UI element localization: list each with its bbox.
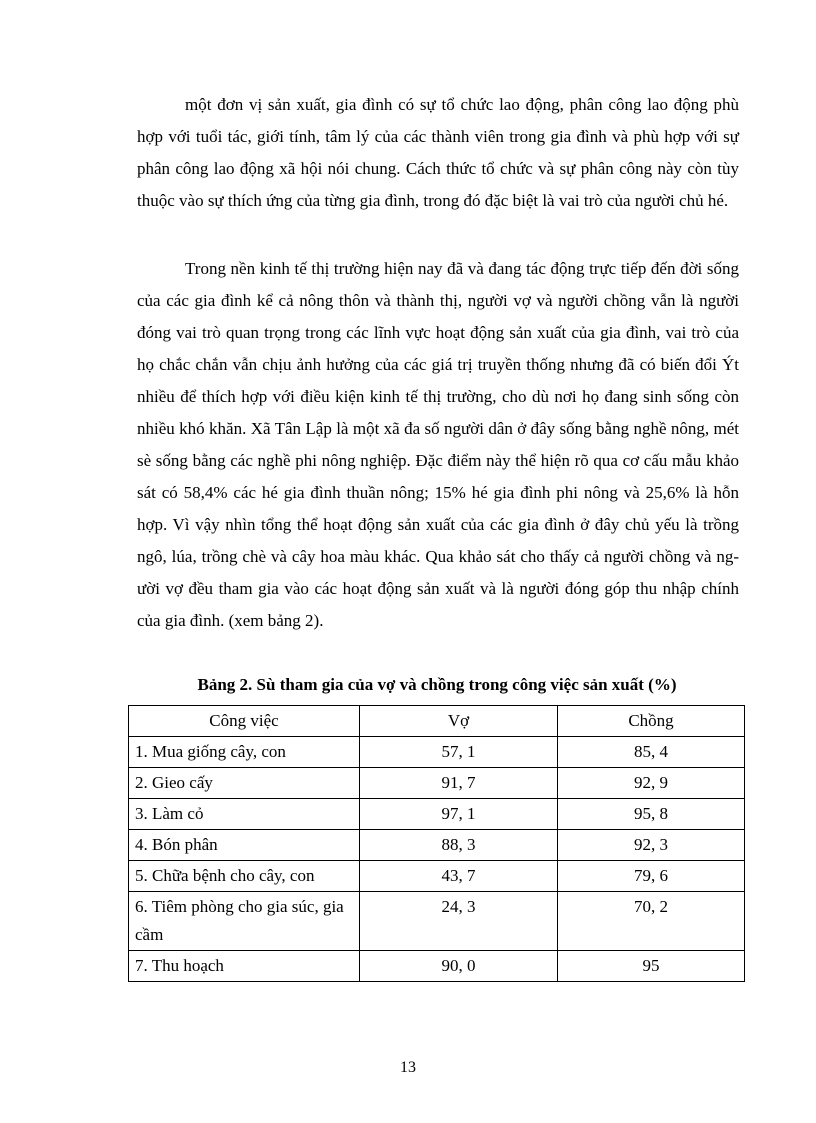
table-row	[129, 892, 745, 951]
wife-cell: 24, 3	[360, 892, 558, 951]
task-cell: 1. Mua giống cây, con	[129, 737, 360, 768]
wife-cell: 88, 3	[360, 830, 558, 861]
husband-cell: 92, 9	[558, 768, 745, 799]
table-caption: Bảng 2. Sù tham gia của vợ và chồng trong công việc sản xuất (%)	[197, 675, 677, 694]
task-cell: 4. Bón phân	[129, 830, 360, 861]
husband-cell: 95, 8	[558, 799, 745, 830]
task-cell: 2. Gieo cấy	[129, 768, 360, 799]
table-row	[129, 951, 745, 982]
table-row	[129, 737, 745, 768]
paragraph-1: một đơn vị sản xuất, gia đình có sự tổ chức lao động, phân công lao động phù hợp với tuổi tác, giới tính, tâm lý của các thành viên trong gia đình và phù hợp với sự phân công lao động xã hội nói chung. Cách thức tổ chức và sự phân công này còn tùy thuộc vào sự thích ứng của từng gia đình, trong đó đặc biệt là vai trò của người chủ hé.	[137, 95, 739, 210]
wife-cell: 91, 7	[360, 768, 558, 799]
wife-cell: 57, 1	[360, 737, 558, 768]
table-row	[129, 830, 745, 861]
task-cell: 6. Tiêm phòng cho gia súc, gia cầm	[129, 892, 360, 951]
husband-cell: 95	[558, 951, 745, 982]
wife-cell: 43, 7	[360, 861, 558, 892]
table-row	[129, 861, 745, 892]
task-cell: 7. Thu hoạch	[129, 951, 360, 982]
task-cell: 5. Chữa bệnh cho cây, con	[129, 861, 360, 892]
task-cell: 3. Làm cỏ	[129, 799, 360, 830]
column-header-task: Công việc	[129, 706, 360, 737]
paragraph-2: Trong nền kinh tế thị trường hiện nay đã và đang tác động trực tiếp đến đời sống của các gia đình kể cả nông thôn và thành thị, người vợ và người chồng vẫn là người đóng vai trò quan trọng trong các lĩnh vực hoạt động sản xuất của gia đình, vai trò của họ chắc chắn vẫn chịu ảnh hưởng của các giá trị truyền thống nhưng đã có biến đổi Ýt nhiều để thích hợp với điều kiện kinh tế thị trường, cho dù nơi họ đang sinh sống còn nhiều khó khăn. Xã Tân Lập là một xã đa số người dân ở đây sống bằng nghề nông, mét sè sống bằng các nghề phi nông nghiệp. Đặc điểm này thể hiện rõ qua cơ cấu mẫu khảo sát có 58,4% các hé gia đình thuần nông; 15% hé gia đình phi nông và 25,6% là hỗn hợp. Vì vậy nhìn tổng thể hoạt động sản xuất của các gia đình ở đây chủ yếu là trồng ngô, lúa, trồng chè và cây hoa màu khác. Qua khảo sát cho thấy cả người chồng và người vợ đều tham gia vào các hoạt động sản xuất và là người đóng góp thu nhập chính của gia đình. (xem bảng 2).	[137, 259, 739, 630]
table-row	[129, 799, 745, 830]
table-header-row	[129, 706, 745, 737]
participation-table	[128, 705, 745, 982]
husband-cell: 85, 4	[558, 737, 745, 768]
table-row	[129, 768, 745, 799]
husband-cell: 70, 2	[558, 892, 745, 951]
column-header-wife: Vợ	[360, 706, 558, 737]
husband-cell: 92, 3	[558, 830, 745, 861]
husband-cell: 79, 6	[558, 861, 745, 892]
wife-cell: 90, 0	[360, 951, 558, 982]
column-header-husband: Chồng	[558, 706, 745, 737]
page-number: 13	[400, 1059, 416, 1076]
wife-cell: 97, 1	[360, 799, 558, 830]
